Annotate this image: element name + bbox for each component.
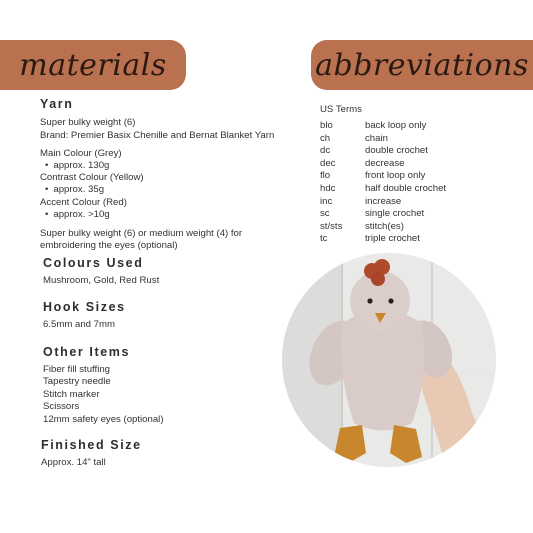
abbreviations-banner bbox=[311, 40, 533, 90]
abbreviation-meaning: half double crochet bbox=[365, 182, 447, 194]
abbreviation-code: st/sts bbox=[320, 220, 343, 232]
abbreviation-row bbox=[320, 170, 446, 183]
colours-text: Mushroom, Gold, Red Rust bbox=[43, 275, 160, 286]
abbreviation-meaning: triple crochet bbox=[365, 233, 420, 245]
abbreviation-code: dc bbox=[320, 145, 331, 157]
abbreviation-code: inc bbox=[320, 195, 333, 207]
us-terms-label: US Terms bbox=[320, 104, 362, 115]
abbreviation-meaning: increase bbox=[365, 195, 402, 207]
chicken-lovey-photo bbox=[282, 253, 496, 467]
main-colour-amount: • approx. 130g bbox=[45, 160, 109, 173]
chicken-illustration bbox=[282, 253, 496, 467]
other-item: Stitch marker bbox=[43, 389, 100, 400]
accent-colour: Accent Colour (Red) bbox=[40, 197, 127, 208]
abbreviation-meaning: stitch(es) bbox=[365, 220, 404, 232]
abbreviation-code: hdc bbox=[320, 182, 336, 194]
abbreviation-code: ch bbox=[320, 132, 331, 144]
abbreviation-row bbox=[320, 208, 446, 221]
abbreviation-row bbox=[320, 158, 446, 171]
abbreviation-meaning: chain bbox=[365, 132, 388, 144]
abbreviation-row bbox=[320, 145, 446, 158]
abbreviation-code: tc bbox=[320, 233, 328, 245]
abbreviation-meaning: front loop only bbox=[365, 170, 426, 182]
yarn-heading: Yarn bbox=[40, 97, 74, 111]
finished-size-text: Approx. 14" tall bbox=[41, 457, 106, 468]
abbreviation-meaning: single crochet bbox=[365, 208, 425, 220]
other-item: Fiber fill stuffing bbox=[43, 364, 111, 375]
yarn-brand: Brand: Premier Basix Chenille and Bernat Blanket Yarn bbox=[40, 130, 275, 141]
contrast-colour-amount: • approx. 35g bbox=[45, 184, 104, 197]
materials-title: materials bbox=[19, 47, 167, 83]
yarn-weight: Super bulky weight (6) bbox=[40, 117, 136, 128]
hooks-heading: Hook Sizes bbox=[43, 300, 126, 314]
abbreviation-meaning: back loop only bbox=[365, 120, 427, 131]
abbreviation-row bbox=[320, 221, 446, 234]
abbreviation-code: flo bbox=[320, 170, 331, 182]
abbreviation-row bbox=[320, 120, 446, 133]
abbreviation-meaning: double crochet bbox=[365, 145, 428, 157]
other-item: Scissors bbox=[43, 401, 80, 412]
abbreviation-row bbox=[320, 183, 446, 196]
abbreviation-row bbox=[320, 196, 446, 209]
other-item: Tapestry needle bbox=[43, 376, 111, 387]
abbreviation-code: blo bbox=[320, 120, 333, 131]
yarn-note-line1: Super bulky weight (6) or medium weight (4) for bbox=[40, 228, 243, 239]
abbreviation-meaning: decrease bbox=[365, 157, 405, 169]
accent-colour-amount: • approx. >10g bbox=[45, 209, 110, 222]
finished-size-heading: Finished Size bbox=[41, 438, 142, 452]
abbreviation-row bbox=[320, 133, 446, 146]
abbreviation-row bbox=[320, 233, 446, 246]
abbreviation-code: dec bbox=[320, 157, 336, 169]
contrast-colour: Contrast Colour (Yellow) bbox=[40, 172, 144, 183]
yarn-note-line2: embroidering the eyes (optional) bbox=[40, 240, 178, 251]
abbreviations-title: abbreviations bbox=[315, 47, 529, 83]
hooks-text: 6.5mm and 7mm bbox=[43, 319, 115, 330]
other-item: 12mm safety eyes (optional) bbox=[43, 414, 164, 425]
colours-heading: Colours Used bbox=[43, 256, 144, 270]
main-colour: Main Colour (Grey) bbox=[40, 148, 122, 159]
abbreviation-code: sc bbox=[320, 208, 330, 220]
other-items-heading: Other Items bbox=[43, 345, 131, 359]
abbreviation-list bbox=[320, 120, 446, 246]
materials-banner bbox=[0, 40, 186, 90]
